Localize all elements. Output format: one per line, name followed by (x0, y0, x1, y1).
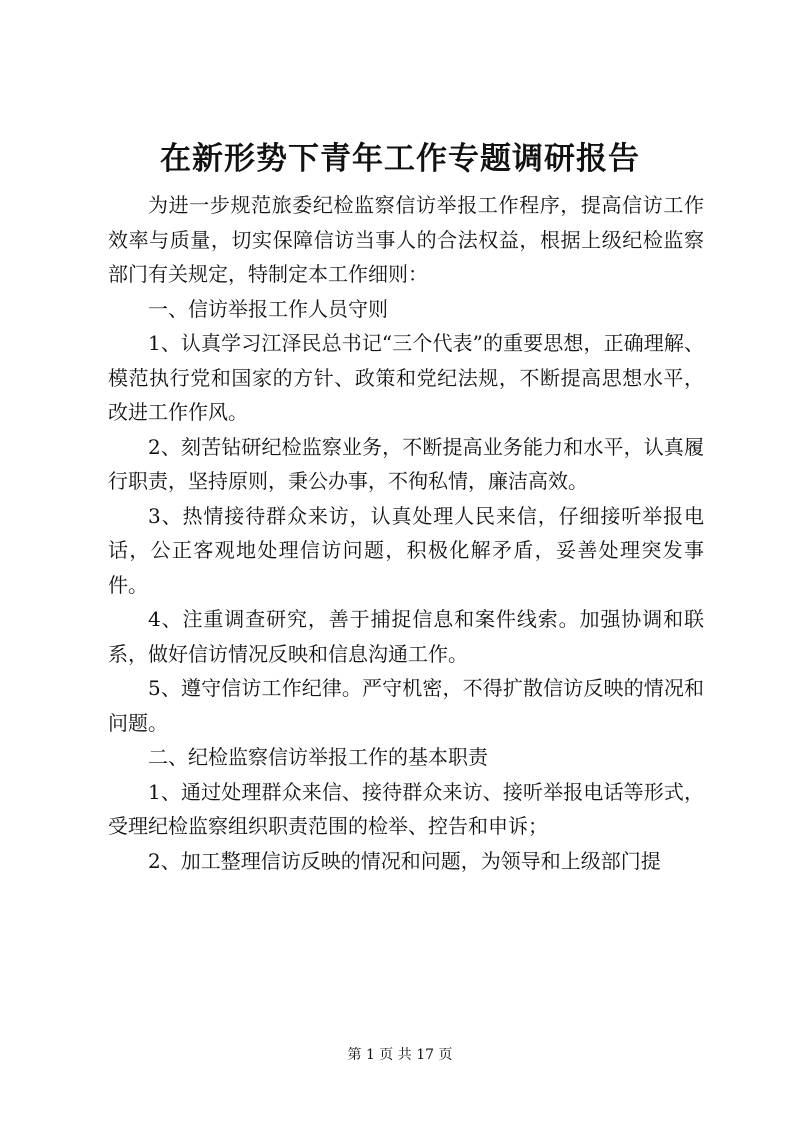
document-title: 在新形势下青年工作专题调研报告 (160, 141, 640, 177)
paragraph: 2、加工整理信访反映的情况和问题，为领导和上级部门提 (148, 848, 661, 873)
paragraph: 5、遵守信访工作纪律。严守机密，不得扩散信访反映的情况和问题。 (108, 676, 704, 735)
paragraph: 1、认真学习江泽民总书记“三个代表”的重要思想，正确理解、模范执行党和国家的方针、政策和党纪法规，不断提高思想水平，改进工作作风。 (108, 331, 704, 424)
section-heading-2: 二、纪检监察信访举报工作的基本职责 (148, 745, 488, 769)
paragraph: 1、通过处理群众来信、接待群众来访、接听举报电话等形式，受理纪检监察组织职责范围的检举、控告和申诉； (108, 779, 704, 838)
paragraph: 2、刻苦钻研纪检监察业务，不断提高业务能力和水平，认真履行职责，坚持原则，秉公办事，不徇私情，廉洁高效。 (108, 434, 704, 493)
document-body (108, 188, 704, 878)
paragraph: 4、注重调查研究，善于捕捉信息和案件线索。加强协调和联系，做好信访情况反映和信息沟通工作。 (108, 607, 704, 666)
section-heading-1: 一、信访举报工作人员守则 (148, 296, 388, 321)
paragraph-intro: 为进一步规范旅委纪检监察信访举报工作程序，提高信访工作效率与质量，切实保障信访当事人的合法权益，根据上级纪检监察部门有关规定，特制定本工作细则： (108, 193, 704, 286)
paragraph: 3、热情接待群众来访，认真处理人民来信，仔细接听举报电话，公正客观地处理信访问题，积极化解矛盾，妥善处理突发事件。 (108, 503, 704, 597)
page-footer: 第 1 页 共 17 页 (347, 1047, 453, 1063)
